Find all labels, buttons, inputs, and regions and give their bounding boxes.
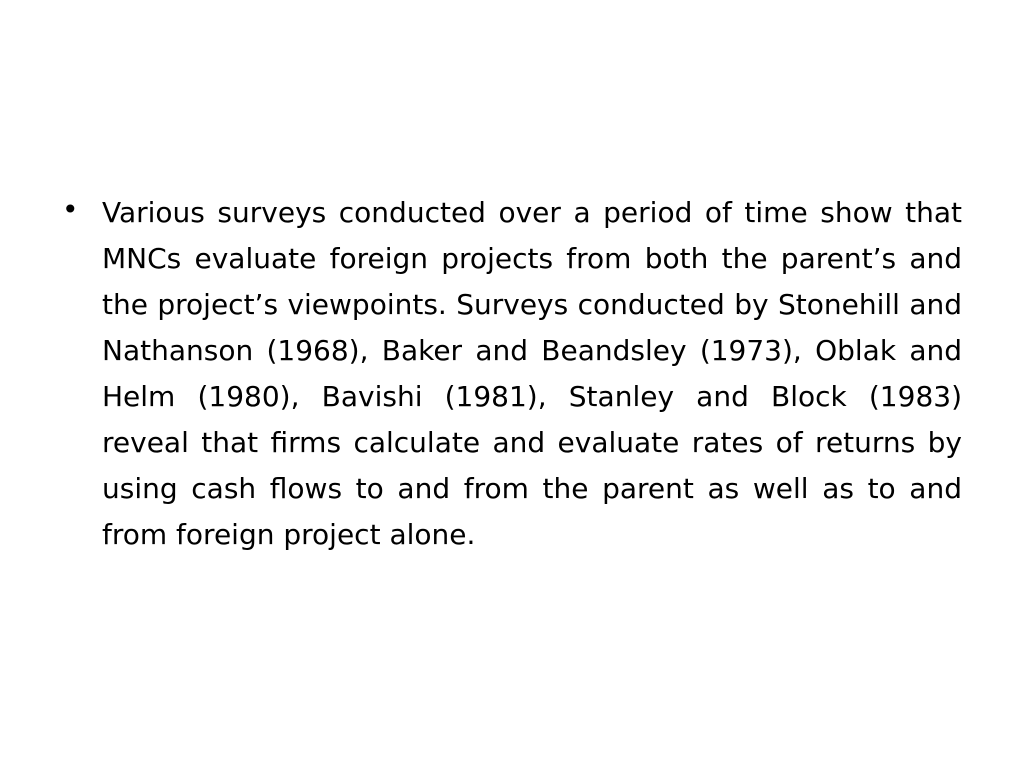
bullet-text: Various surveys conducted over a period of time show that MNCs evaluate foreign projects from both the parent’s and the project’s viewpoints. Surveys conducted by Stonehill and Nathanson (1968), Baker and Beandsley (1973), Oblak and Helm (1980), Bavishi (1981), Stanley and Block (1983) reveal that firms calculate and evaluate rates of returns by using cash flows to and from the parent as well as to and from foreign project alone. — [102, 196, 962, 551]
bullet-list — [62, 190, 962, 558]
bullet-marker: • — [62, 193, 79, 226]
bullet-item — [62, 190, 962, 558]
